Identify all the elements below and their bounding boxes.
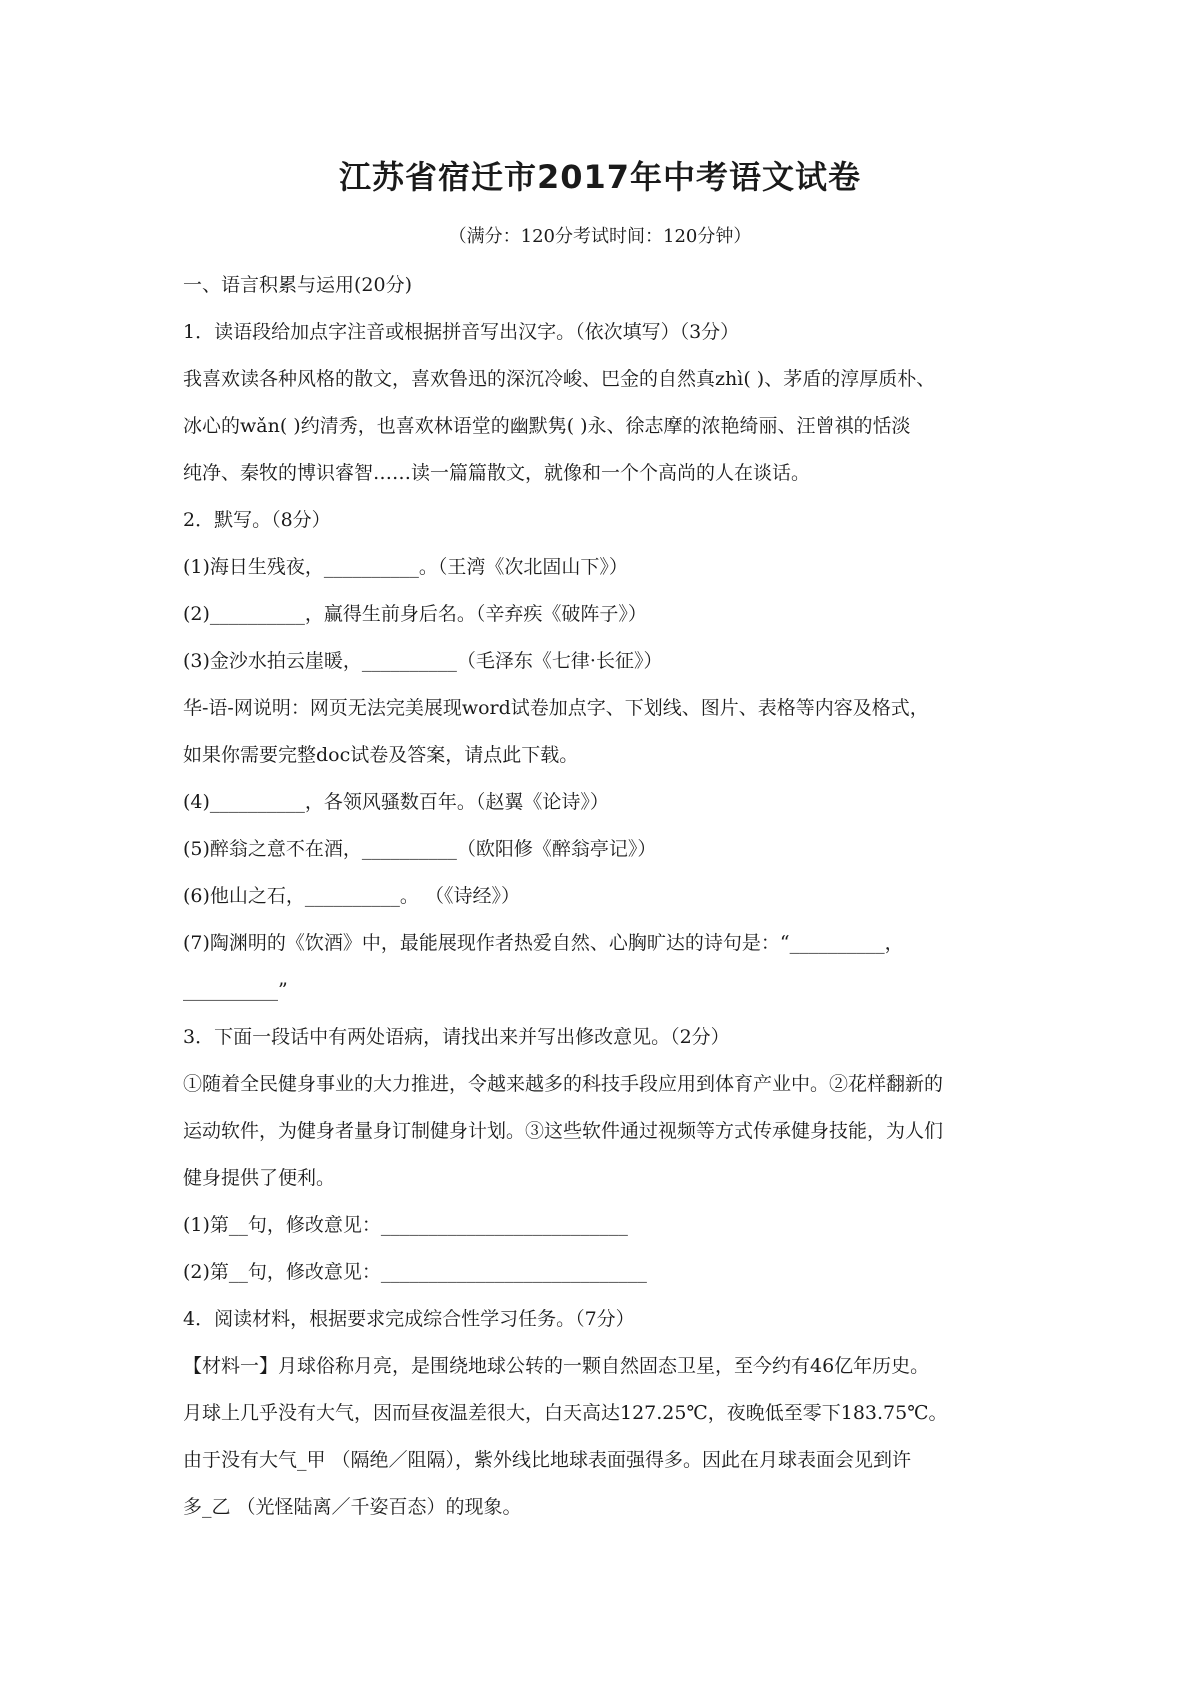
paragraph-line: 运动软件，为健身者量身订制健身计划。③这些软件通过视频等方式传承健身技能，为人们 xyxy=(183,1120,944,1142)
paragraph-line: 由于没有大气_甲 （隔绝／阻隔），紫外线比地球表面强得多。因此在月球表面会见到许 xyxy=(183,1449,912,1471)
question-3-prompt: 3．下面一段话中有两处语病，请找出来并写出修改意见。（2分） xyxy=(183,1026,730,1048)
paragraph-line: ①随着全民健身事业的大力推进，令越来越多的科技手段应用到体育产业中。②花样翻新的 xyxy=(183,1073,944,1095)
paragraph-line: 多_乙 （光怪陆离／千姿百态）的现象。 xyxy=(183,1496,522,1518)
paragraph-line: 月球上几乎没有大气，因而昼夜温差很大，白天高达127.25℃，夜晚低至零下183.75℃。 xyxy=(183,1402,948,1424)
dictation-item: (4)__________，各领风骚数百年。（赵翼《论诗》） xyxy=(183,791,609,813)
dictation-item: (5)醉翁之意不在酒，__________（欧阳修《醉翁亭记》） xyxy=(183,838,657,860)
question-2-prompt: 2．默写。（8分） xyxy=(183,509,331,531)
dictation-item: (3)金沙水拍云崖暖，__________（毛泽东《七律·长征》） xyxy=(183,650,663,672)
question-1-prompt: 1．读语段给加点字注音或根据拼音写出汉字。（依次填写）（3分） xyxy=(183,321,740,343)
paragraph-line: 我喜欢读各种风格的散文，喜欢鲁迅的深沉冷峻、巴金的自然真zhì( )、茅盾的淳厚质朴、 xyxy=(183,368,936,390)
page-title: 江苏省宿迁市2017年中考语文试卷 xyxy=(338,158,862,196)
paragraph-line: 纯净、秦牧的博识睿智……读一篇篇散文，就像和一个个高尚的人在谈话。 xyxy=(183,462,811,484)
paragraph-line: 冰心的wǎn( )约清秀，也喜欢林语堂的幽默隽( )永、徐志摩的浓艳绮丽、汪曾祺的恬淡 xyxy=(183,415,911,437)
site-notice: 如果你需要完整doc试卷及答案，请点此下载。 xyxy=(183,744,579,766)
dictation-item: (7)陶渊明的《饮酒》中，最能展现作者热爱自然、心胸旷达的诗句是：“__________， xyxy=(183,932,904,954)
document-body xyxy=(183,262,1033,1531)
answer-line: (2)第__句，修改意见：____________________________ xyxy=(183,1261,647,1283)
paragraph-line: 【材料一】月球俗称月亮，是围绕地球公转的一颗自然固态卫星，至今约有46亿年历史。 xyxy=(183,1355,930,1377)
question-4-prompt: 4．阅读材料，根据要求完成综合性学习任务。（7分） xyxy=(183,1308,635,1330)
site-notice: 华-语-网说明：网页无法完美展现word试卷加点字、下划线、图片、表格等内容及格式， xyxy=(183,697,929,719)
answer-line: (1)第__句，修改意见：__________________________ xyxy=(183,1214,628,1236)
dictation-item: (1)海日生残夜，__________。（王湾《次北固山下》） xyxy=(183,556,628,578)
dictation-item: __________” xyxy=(183,979,288,1001)
dictation-item: (6)他山之石，__________。 （《诗经》） xyxy=(183,885,520,907)
exam-info: （满分：120分考试时间：120分钟） xyxy=(448,226,752,247)
section-heading: 一、语言积累与运用(20分) xyxy=(183,274,413,296)
dictation-item: (2)__________，赢得生前身后名。（辛弃疾《破阵子》） xyxy=(183,603,647,625)
paragraph-line: 健身提供了便利。 xyxy=(183,1167,336,1189)
